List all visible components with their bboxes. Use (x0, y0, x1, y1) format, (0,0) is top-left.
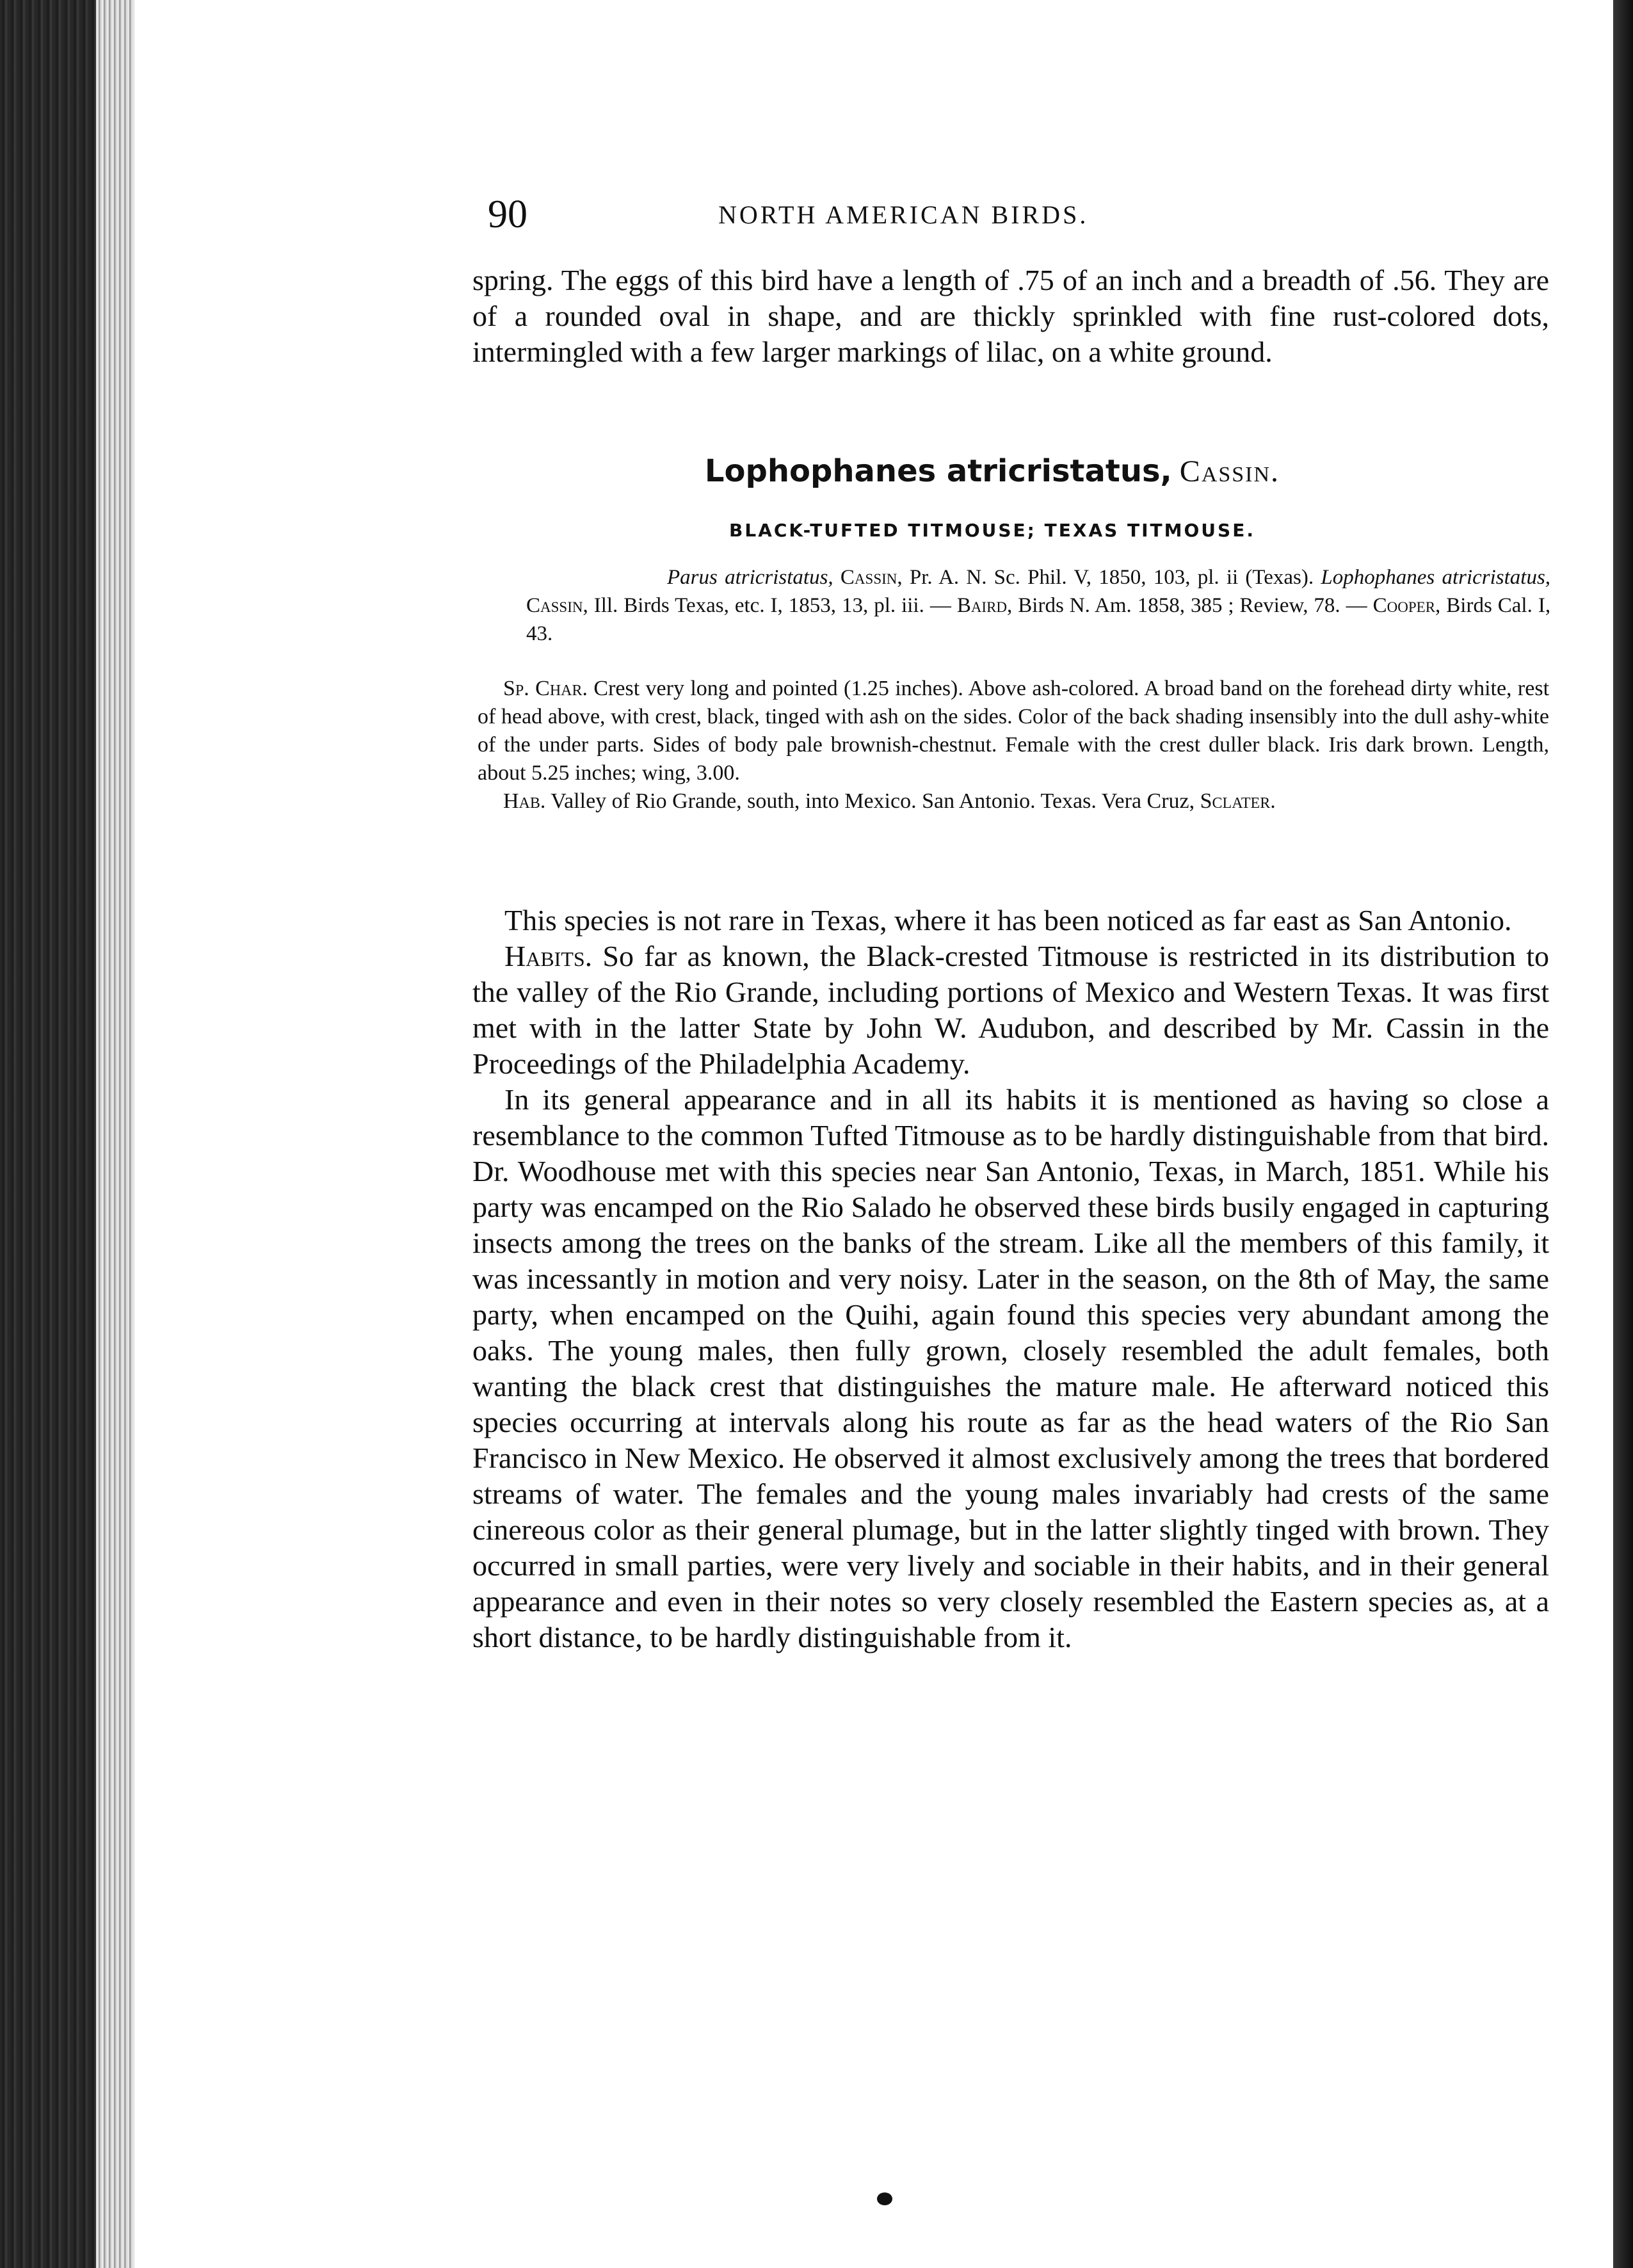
species-characters (478, 675, 1549, 816)
sp-char-text: Crest very long and pointed (1.25 inches). Above ash-colored. A broad band on the forehead dirty white, rest of head above, with crest, black, tinged with ash on the sides. Color of the back shading insensibly into the dull ashy-white of the under parts. Sides of body pale brownish-chestnut. Female with the crest duller black. Iris dark brown. Length, about 5.25 inches; wing, 3.00. (478, 677, 1550, 785)
running-head: NORTH AMERICAN BIRDS. (718, 200, 1089, 229)
hab-label: Hab. (503, 789, 546, 813)
habits-label: Habits. (504, 940, 593, 972)
synonymy (526, 563, 1550, 648)
synonym-reference: Birds N. Am. 1858, 385 ; Review, 78. — (1018, 594, 1367, 617)
scan-dot (877, 2192, 892, 2205)
book-page (134, 0, 1613, 2268)
book-binding-edge (0, 0, 96, 2268)
page-header (488, 192, 1544, 243)
species-authority: Cassin. (1179, 454, 1280, 488)
sp-char-label: Sp. Char. (503, 677, 588, 700)
synonym-reference: Ill. Birds Texas, etc. I, 1853, 13, pl. iii. — (593, 594, 951, 617)
synonym-name: Lophophanes atricristatus, (1321, 566, 1551, 589)
page-stack-edge (96, 0, 134, 2268)
main-text (472, 903, 1549, 1655)
continuation-paragraph-block (472, 262, 1549, 370)
scientific-name: Lophophanes atricristatus, (704, 453, 1172, 489)
hab-text: Valley of Rio Grande, south, into Mexico. San Antonio. Texas. Vera Cruz, (551, 789, 1195, 813)
synonym-reference: Birds Cal. I, 43. (526, 594, 1551, 645)
synonym-authority: Cassin, (526, 594, 588, 617)
synonym-authority: Baird, (956, 594, 1013, 617)
synonym-authority: Cassin, (840, 566, 903, 589)
scan-margin (1611, 0, 1633, 2268)
synonym-reference: Pr. A. N. Sc. Phil. V, 1850, 103, pl. ii (Texas). (909, 566, 1314, 589)
common-names: BLACK-TUFTED TITMOUSE; TEXAS TITMOUSE. (729, 520, 1255, 541)
intro-paragraph: This species is not rare in Texas, where it has been noticed as far east as San Antonio. (504, 904, 1512, 937)
habits-paragraph (472, 938, 1549, 1082)
continuation-paragraph: spring. The eggs of this bird have a length of .75 of an inch and a breadth of .56. They are of a rounded oval in shape, and are thickly sprinkled with fine rust-colored dots, intermingled with a few larger markings of lilac, on a white ground. (472, 264, 1549, 368)
habits-text: So far as known, the Black-crested Titmouse is restricted in its distribution to the valley of the Rio Grande, including portions of Mexico and Western Texas. It was first met with in the latter State by John W. Audubon, and described by Mr. Cassin in the Proceedings of the Philadelphia Academy. (472, 940, 1549, 1080)
description-paragraph: In its general appearance and in all its habits it is mentioned as having so close a resemblance to the common Tufted Titmouse as to be hardly distinguishable from that bird. Dr. Woodhouse met with this species near San Antonio, Texas, in March, 1851. While his party was encamped on the Rio Salado he observed these birds busily engaged in capturing insects among the trees on the banks of the stream. Like all the members of this family, it was incessantly in motion and very noisy. Later in the season, on the 8th of May, the same party, when encamped on the Quihi, again found this species very abundant among the oaks. The young males, then fully grown, closely resembled the adult females, both wanting the black crest that distinguishes the mature male. He afterward noticed this species occurring at intervals along his route as far as the head waters of the Rio San Francisco in New Mexico. He observed it almost exclusively among the trees that bordered streams of water. The females and the young males invariably had crests of the same cinereous color as their general plumage, but in the latter slightly tinged with brown. They occurred in small parties, were very lively and sociable in their habits, and in their general appearance and even in their notes so very closely resembled the Eastern species as, at a short distance, to be hardly distinguishable from it. (472, 1083, 1549, 1653)
species-heading (480, 453, 1504, 489)
sp-char-paragraph (478, 675, 1549, 787)
synonym-name: Parus atricristatus, (667, 566, 833, 589)
synonym-authority: Cooper, (1372, 594, 1441, 617)
habitat-paragraph (478, 787, 1549, 816)
hab-source: Sclater. (1200, 789, 1276, 813)
page-number: 90 (488, 193, 527, 236)
